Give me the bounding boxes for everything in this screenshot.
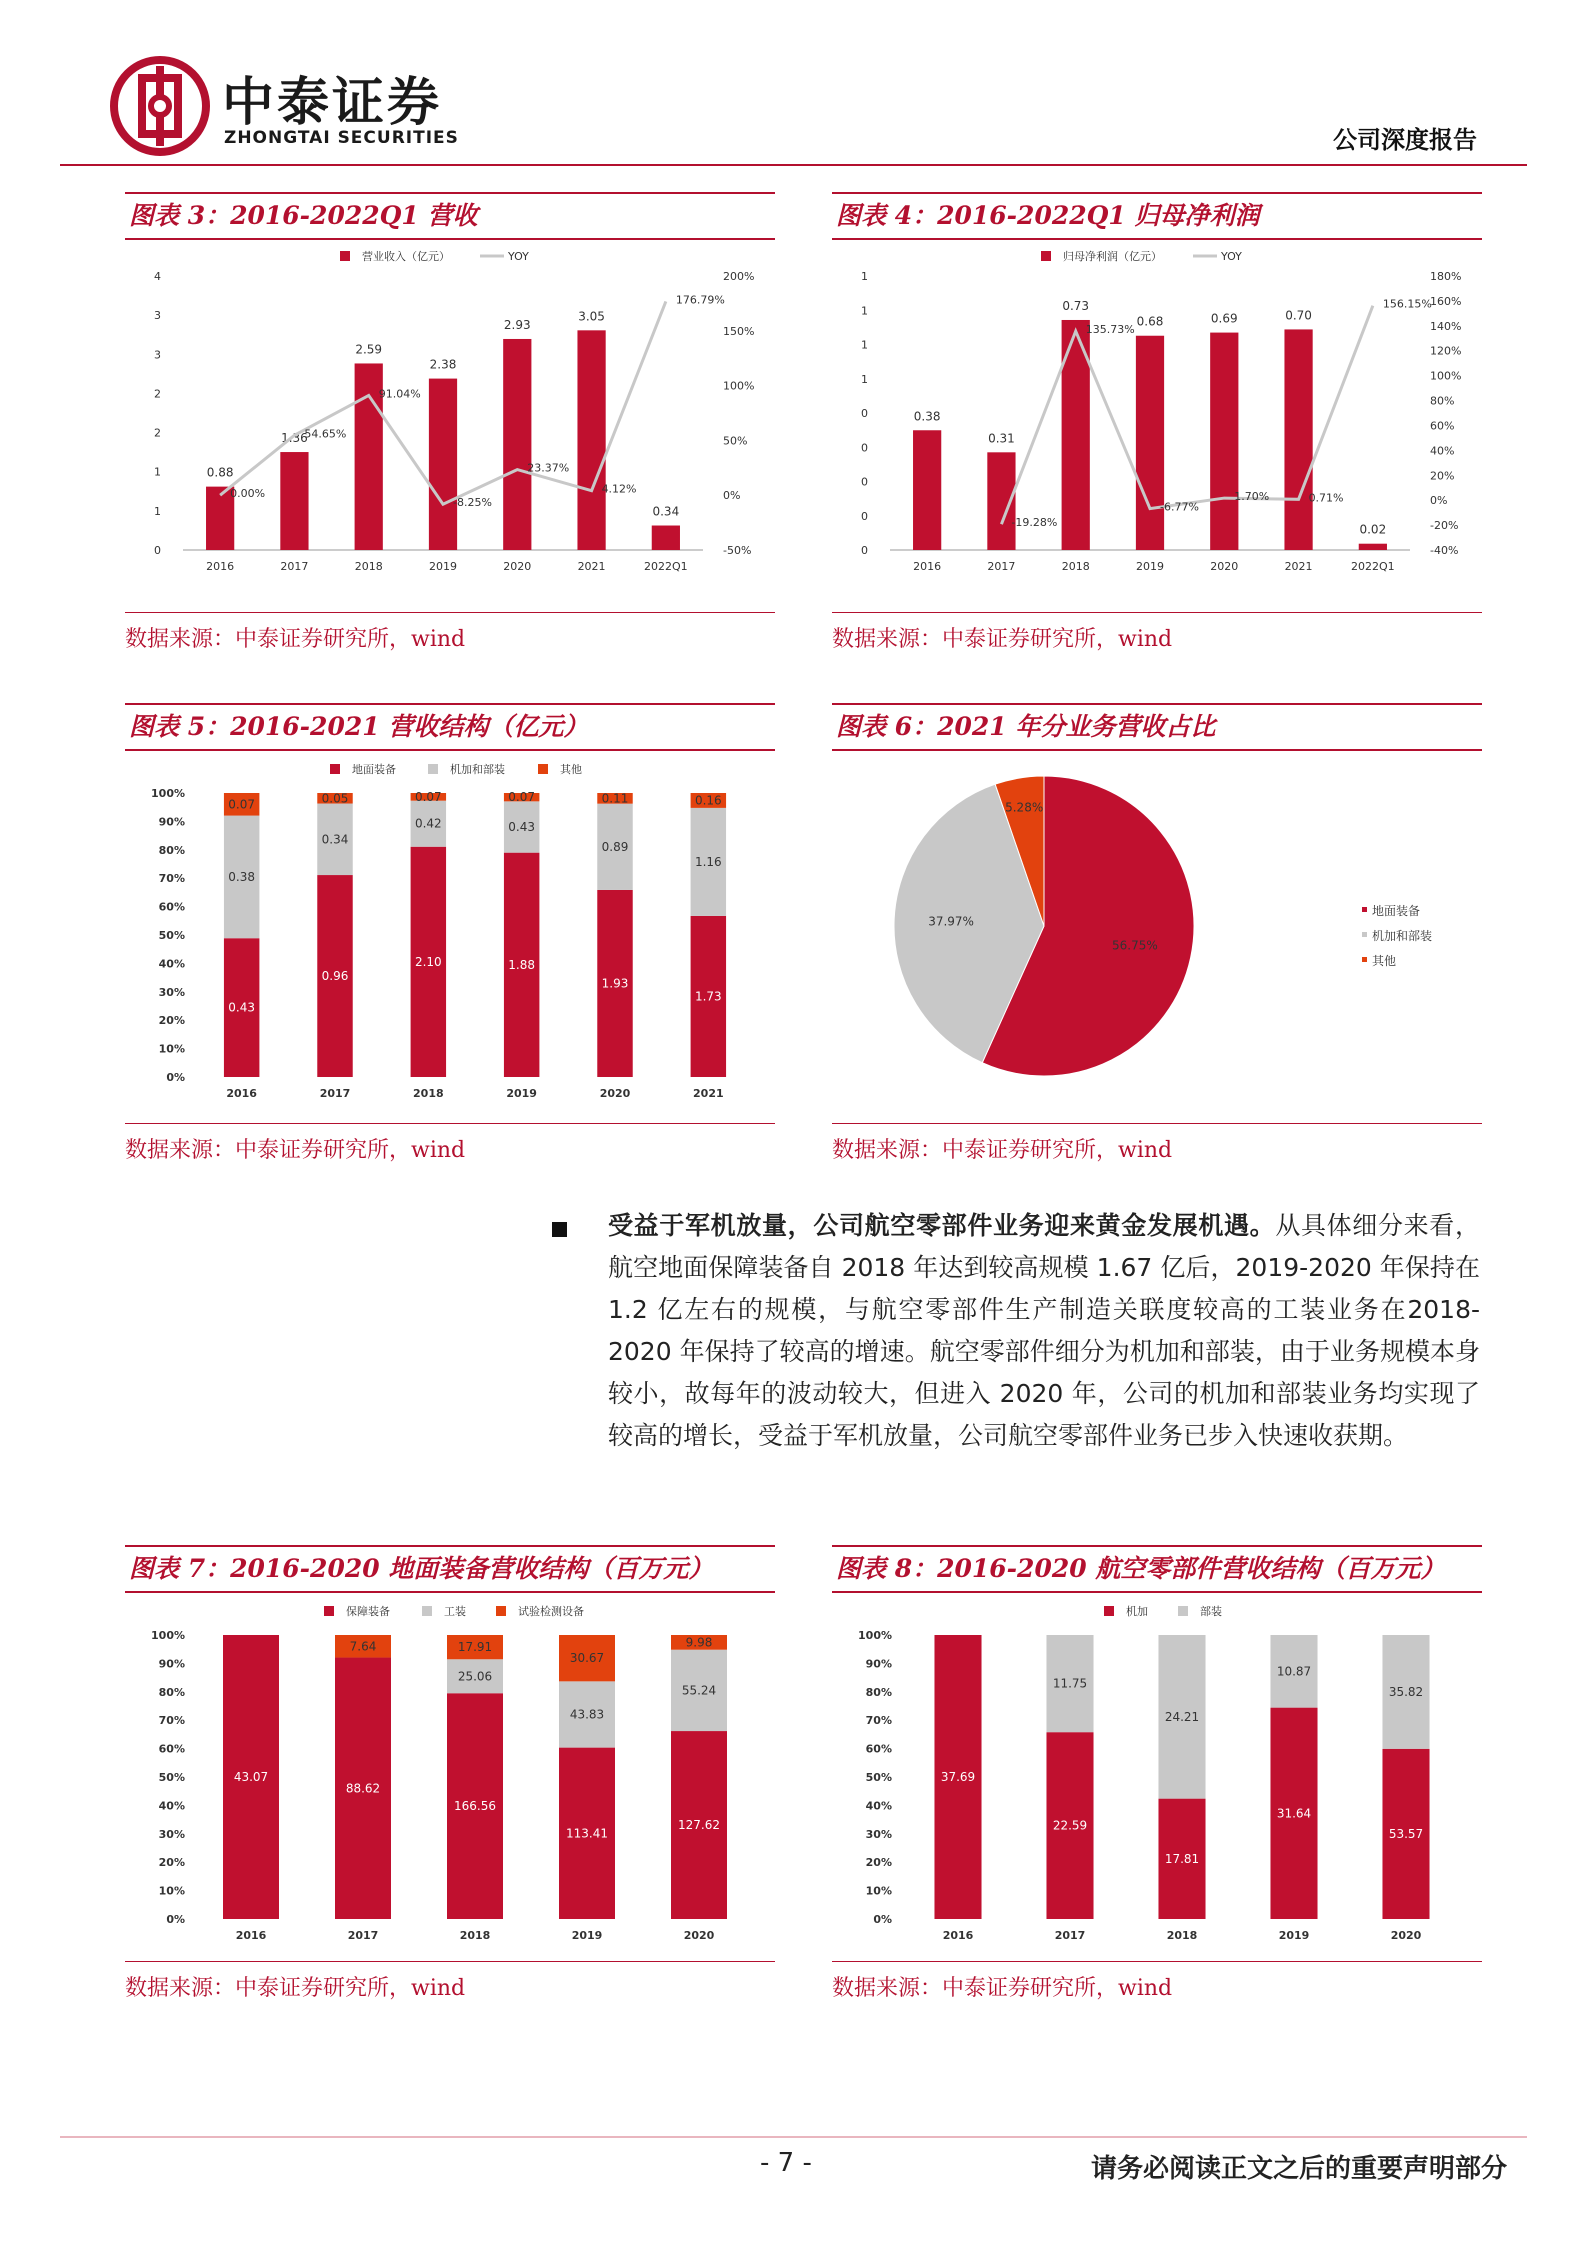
bar-data-label: 30.67	[569, 1651, 605, 1666]
bar-data-label: 2.38	[429, 357, 457, 372]
y-tick-label: 1	[861, 338, 868, 352]
line-data-label: 23.37%	[527, 461, 570, 475]
y-tick-label: 10%	[865, 1884, 892, 1898]
y-tick-label: 80%	[865, 1685, 892, 1699]
bar-data-label: 1.36	[281, 431, 308, 446]
x-tick-label: 2018	[459, 1929, 491, 1942]
legend-label: 其他	[1372, 954, 1397, 968]
legend-label: 部装	[1200, 1605, 1222, 1618]
body-paragraph	[548, 1205, 1480, 1457]
bar-data-label: 0.89	[601, 839, 629, 854]
y-tick-label: 3	[154, 309, 161, 323]
bar-data-label: 0.69	[1210, 311, 1238, 326]
y-tick-label: 0%	[166, 1071, 185, 1084]
x-tick-label: 2021	[693, 1087, 724, 1100]
y-tick-label: 80%	[158, 843, 185, 857]
bar	[913, 430, 941, 550]
bar	[503, 339, 531, 550]
chart-net-profit	[832, 240, 1482, 580]
bar-data-label: 31.64	[1276, 1806, 1312, 1821]
y-tick-label: 70%	[865, 1714, 892, 1728]
x-tick-label: 2019	[1278, 1929, 1310, 1942]
bar-data-label: 3.05	[578, 309, 605, 324]
bar	[280, 452, 308, 550]
bar-data-label: 1.16	[694, 854, 722, 869]
x-tick-label: 2016	[235, 1929, 267, 1942]
y2-tick-label: 50%	[723, 434, 748, 448]
bar	[577, 330, 605, 550]
y2-tick-label: -40%	[1430, 544, 1459, 557]
y2-tick-label: 160%	[1430, 294, 1462, 308]
y2-tick-label: 60%	[1430, 419, 1455, 433]
bar-data-label: 0.38	[228, 869, 256, 884]
chart-revenue-structure	[125, 751, 775, 1111]
bar-data-label: 113.41	[566, 1826, 608, 1841]
y2-tick-label: -20%	[1430, 519, 1459, 533]
line-data-label: -8.25%	[453, 496, 492, 510]
company-name-cn: 中泰证券	[222, 73, 443, 133]
x-tick-label: 2018	[354, 560, 383, 573]
y2-tick-label: 100%	[1430, 369, 1462, 383]
bar-data-label: 0.11	[601, 791, 629, 806]
y-tick-label: 0	[861, 509, 868, 523]
bar-data-label: 9.98	[685, 1635, 713, 1650]
y2-tick-label: 0%	[723, 489, 741, 503]
y-tick-label: 60%	[158, 1742, 185, 1756]
line-data-label: 0.00%	[230, 487, 266, 501]
y2-tick-label: 20%	[1430, 469, 1455, 483]
y-tick-label: 10%	[158, 1884, 185, 1898]
y2-tick-label: 80%	[1430, 394, 1455, 408]
chart-panel-ground-equipment	[125, 1545, 775, 2001]
bar-data-label: 0.05	[321, 791, 349, 806]
bar-data-label: 1.88	[508, 957, 536, 972]
bar-data-label: 0.96	[321, 969, 349, 984]
y2-tick-label: 0%	[1430, 494, 1448, 508]
chart-panel-business-share	[832, 703, 1482, 1163]
bar	[1284, 329, 1312, 550]
legend-swatch	[428, 764, 438, 774]
y2-tick-label: 200%	[723, 270, 755, 283]
bar-data-label: 35.82	[1388, 1684, 1424, 1699]
bar	[1136, 336, 1164, 550]
report-type: 公司深度报告	[1333, 126, 1477, 154]
line-data-label: 0.71%	[1308, 491, 1344, 505]
line-data-label: 176.79%	[675, 293, 725, 307]
bar-data-label: 127.62	[678, 1818, 720, 1833]
legend-swatch	[340, 251, 350, 261]
y-tick-label: 30%	[158, 1827, 185, 1841]
legend-swatch	[496, 1606, 506, 1616]
y-tick-label: 1	[861, 304, 868, 318]
bar-data-label: 24.21	[1164, 1709, 1200, 1724]
y-tick-label: 20%	[158, 1014, 185, 1028]
bar-data-label: 43.83	[569, 1707, 605, 1722]
y-tick-label: 60%	[865, 1742, 892, 1756]
x-tick-label: 2020	[683, 1929, 715, 1942]
bar-data-label: 0.43	[508, 820, 536, 835]
y-tick-label: 0	[861, 544, 868, 557]
y-tick-label: 50%	[158, 1771, 185, 1784]
bar-data-label: 0.38	[913, 409, 941, 424]
legend-label: 其他	[560, 763, 582, 776]
bar-data-label: 43.07	[233, 1770, 269, 1784]
company-logo	[110, 56, 710, 156]
x-tick-label: 2017	[319, 1087, 351, 1100]
bar-data-label: 0.16	[694, 793, 722, 808]
pie-data-label: 37.97%	[928, 914, 974, 929]
x-tick-label: 2017	[1054, 1929, 1086, 1942]
bar-data-label: 0.42	[414, 816, 442, 831]
y-tick-label: 90%	[865, 1657, 892, 1671]
chart-source: 数据来源：中泰证券研究所，wind	[832, 627, 1173, 652]
legend-swatch	[1104, 1606, 1114, 1616]
x-tick-label: 2016	[913, 560, 942, 573]
paragraph-lead: 受益于军机放量，公司航空零部件业务迎来黄金发展机遇。	[608, 1211, 1276, 1240]
y-tick-label: 0%	[166, 1913, 185, 1926]
page-number: - 7 -	[760, 2148, 812, 2178]
chart-ground-equipment	[125, 1593, 775, 1953]
y2-tick-label: 140%	[1430, 319, 1462, 333]
x-tick-label: 2016	[206, 560, 235, 573]
bar-data-label: 7.64	[349, 1639, 377, 1654]
x-tick-label: 2019	[571, 1929, 603, 1942]
bar-data-label: 55.24	[681, 1683, 717, 1698]
legend-swatch	[1362, 907, 1367, 912]
chart-revenue	[125, 240, 775, 580]
legend-swatch	[422, 1606, 432, 1616]
x-tick-label: 2018	[1061, 560, 1090, 573]
x-tick-label: 2020	[503, 560, 532, 573]
y-tick-label: 0	[861, 407, 868, 420]
y-tick-label: 1	[861, 372, 868, 386]
pie-data-label: 5.28%	[1005, 800, 1044, 815]
y-tick-label: 30%	[158, 985, 185, 999]
y-tick-label: 40%	[158, 957, 185, 971]
bar-data-label: 2.93	[503, 317, 531, 332]
bar	[1359, 544, 1387, 550]
y-tick-label: 60%	[158, 900, 185, 914]
line-data-label: 54.65%	[304, 427, 347, 441]
y2-tick-label: 150%	[723, 324, 755, 338]
x-tick-label: 2017	[280, 560, 309, 573]
y2-tick-label: 120%	[1430, 344, 1462, 358]
legend-swatch	[538, 764, 548, 774]
legend-label: 地面装备	[1372, 904, 1421, 918]
y-tick-label: 100%	[858, 1629, 892, 1642]
y-tick-label: 40%	[865, 1799, 892, 1813]
y-tick-label: 4	[154, 270, 161, 283]
bar-data-label: 0.34	[652, 504, 680, 519]
bar-data-label: 10.87	[1276, 1664, 1312, 1679]
legend-label: 地面装备	[352, 763, 396, 776]
legend-swatch	[1178, 1606, 1188, 1616]
x-tick-label: 2021	[577, 560, 606, 573]
y2-tick-label: 100%	[723, 379, 755, 393]
y2-tick-label: -50%	[723, 544, 752, 557]
bar-data-label: 166.56	[454, 1799, 496, 1814]
legend-label: 营业收入（亿元）	[362, 250, 450, 263]
chart-panel-revenue	[125, 192, 775, 652]
chart-title: 图表 6：2021 年分业务营收占比	[832, 703, 1482, 751]
legend-label: YOY	[508, 250, 529, 263]
line-data-label: 91.04%	[378, 387, 421, 401]
y-tick-label: 1	[154, 465, 161, 479]
bar	[1210, 333, 1238, 550]
bar-data-label: 0.07	[508, 790, 536, 805]
y-tick-label: 70%	[158, 1714, 185, 1728]
bar-data-label: 0.88	[206, 465, 234, 480]
y-tick-label: 40%	[158, 1799, 185, 1813]
legend-label: YOY	[1221, 250, 1242, 263]
logo-mark-icon	[110, 56, 210, 156]
x-tick-label: 2016	[226, 1087, 257, 1100]
chart-title: 图表 4：2016-2022Q1 归母净利润	[832, 192, 1482, 240]
chart-business-share	[832, 751, 1482, 1111]
chart-source: 数据来源：中泰证券研究所，wind	[125, 627, 466, 652]
bar-data-label: 1.93	[601, 976, 629, 991]
legend-label: 机加	[1126, 1605, 1148, 1618]
legend-label: 工装	[444, 1605, 466, 1618]
x-tick-label: 2020	[1390, 1929, 1422, 1942]
legend-swatch	[324, 1606, 334, 1616]
y-tick-label: 20%	[158, 1856, 185, 1870]
line-data-label: 1.70%	[1234, 490, 1270, 504]
line-data-label: 4.12%	[601, 482, 637, 496]
x-tick-label: 2020	[599, 1087, 631, 1100]
y-tick-label: 50%	[158, 929, 185, 942]
x-tick-label: 2016	[942, 1929, 974, 1942]
y-tick-label: 100%	[151, 1629, 185, 1642]
x-tick-label: 2019	[506, 1087, 537, 1100]
x-tick-label: 2021	[1284, 560, 1313, 573]
y-tick-label: 0%	[873, 1913, 892, 1926]
bar-data-label: 0.70	[1285, 308, 1312, 323]
legend-label: 保障装备	[346, 1605, 390, 1618]
y-tick-label: 70%	[158, 872, 185, 886]
legend-label: 试验检测设备	[518, 1605, 584, 1618]
legend-swatch	[330, 764, 340, 774]
y-tick-label: 30%	[865, 1827, 892, 1841]
y-tick-label: 50%	[865, 1771, 892, 1784]
chart-source: 数据来源：中泰证券研究所，wind	[832, 1976, 1173, 2001]
chart-source: 数据来源：中泰证券研究所，wind	[832, 1138, 1173, 1163]
legend-label: 归母净利润（亿元）	[1063, 250, 1162, 263]
chart-panel-net-profit	[832, 192, 1482, 652]
y-tick-label: 20%	[865, 1856, 892, 1870]
bar-data-label: 0.34	[321, 832, 349, 847]
bar-data-label: 88.62	[345, 1781, 381, 1796]
y2-tick-label: 180%	[1430, 270, 1462, 283]
y2-tick-label: 40%	[1430, 444, 1455, 458]
line-data-label: -6.77%	[1160, 500, 1199, 514]
company-name-en: ZHONGTAI SECURITIES	[224, 128, 459, 148]
y-tick-label: 90%	[158, 1657, 185, 1671]
line-data-label: 156.15%	[1382, 297, 1432, 311]
bar-data-label: 53.57	[1388, 1826, 1424, 1841]
chart-title: 图表 5：2016-2021 营收结构（亿元）	[125, 703, 775, 751]
legend-swatch	[1362, 932, 1367, 937]
bar-data-label: 22.59	[1052, 1818, 1088, 1833]
x-tick-label: 2019	[429, 560, 457, 573]
y-tick-label: 1	[154, 504, 161, 518]
x-tick-label: 2022Q1	[644, 560, 688, 573]
x-tick-label: 2018	[1166, 1929, 1198, 1942]
x-tick-label: 2017	[347, 1929, 379, 1942]
bar-data-label: 17.81	[1164, 1851, 1200, 1866]
x-tick-label: 2018	[413, 1087, 444, 1100]
chart-panel-aero-parts	[832, 1545, 1482, 2001]
chart-source: 数据来源：中泰证券研究所，wind	[125, 1976, 466, 2001]
y-tick-label: 10%	[158, 1042, 185, 1056]
footer-notice: 请务必阅读正文之后的重要声明部分	[1090, 2154, 1507, 2184]
y-tick-label: 2	[154, 387, 161, 401]
y-tick-label: 0	[861, 441, 868, 455]
bar-data-label: 1.73	[694, 989, 722, 1004]
legend-swatch	[1362, 957, 1367, 962]
pie-data-label: 56.75%	[1112, 938, 1158, 953]
y-tick-label: 100%	[151, 787, 185, 800]
x-tick-label: 2022Q1	[1351, 560, 1395, 573]
bar-data-label: 0.43	[228, 1000, 256, 1015]
bar-data-label: 25.06	[457, 1669, 493, 1684]
header-divider	[60, 164, 1527, 166]
y-tick-label: 0	[154, 544, 161, 557]
bar-data-label: 2.10	[414, 954, 442, 969]
y-tick-label: 1	[861, 270, 868, 283]
bar	[429, 379, 457, 550]
bar-data-label: 0.31	[988, 431, 1015, 446]
y-tick-label: 80%	[158, 1685, 185, 1699]
chart-aero-parts	[832, 1593, 1482, 1953]
chart-source: 数据来源：中泰证券研究所，wind	[125, 1138, 466, 1163]
y-tick-label: 3	[154, 348, 161, 362]
line-data-label: -19.28%	[1011, 516, 1058, 530]
bar-data-label: 2.59	[355, 342, 383, 357]
bar-data-label: 0.73	[1062, 298, 1090, 313]
legend-label: 机加和部装	[1372, 929, 1433, 943]
chart-title: 图表 8：2016-2020 航空零部件营收结构（百万元）	[832, 1545, 1482, 1593]
bar-data-label: 11.75	[1052, 1676, 1088, 1691]
chart-title: 图表 3：2016-2022Q1 营收	[125, 192, 775, 240]
bar-data-label: 0.68	[1136, 314, 1164, 329]
x-tick-label: 2019	[1136, 560, 1164, 573]
chart-title: 图表 7：2016-2020 地面装备营收结构（百万元）	[125, 1545, 775, 1593]
legend-swatch	[1041, 251, 1051, 261]
bar-data-label: 0.02	[1359, 522, 1387, 537]
bar-data-label: 37.69	[940, 1770, 976, 1784]
y-tick-label: 90%	[158, 815, 185, 829]
bar-data-label: 17.91	[457, 1640, 493, 1655]
y-tick-label: 2	[154, 426, 161, 440]
x-tick-label: 2017	[987, 560, 1016, 573]
legend-label: 机加和部装	[450, 763, 505, 776]
y-tick-label: 0	[861, 475, 868, 489]
footer-divider	[60, 2136, 1527, 2138]
bar	[652, 526, 680, 550]
paragraph-body: 从具体细分来看，航空地面保障装备自 2018 年达到较高规模 1.67 亿后，2019-2020 年保持在 1.2 亿左右的规模，与航空零部件生产制造关联度较高的工装业务在2018-2020 年保持了较高的增速。航空零部件细分为机加和部装，由于业务规模本身较小，故每年的波动较大，但进入 2020 年，公司的机加和部装业务均实现了较高的增长，受益于军机放量，公司航空零部件业务已步入快速收获期。	[608, 1211, 1480, 1450]
bar-data-label: 0.07	[228, 797, 256, 812]
chart-panel-revenue-structure	[125, 703, 775, 1163]
bar-data-label: 0.07	[414, 789, 442, 804]
line-data-label: 135.73%	[1085, 323, 1135, 337]
x-tick-label: 2020	[1210, 560, 1239, 573]
